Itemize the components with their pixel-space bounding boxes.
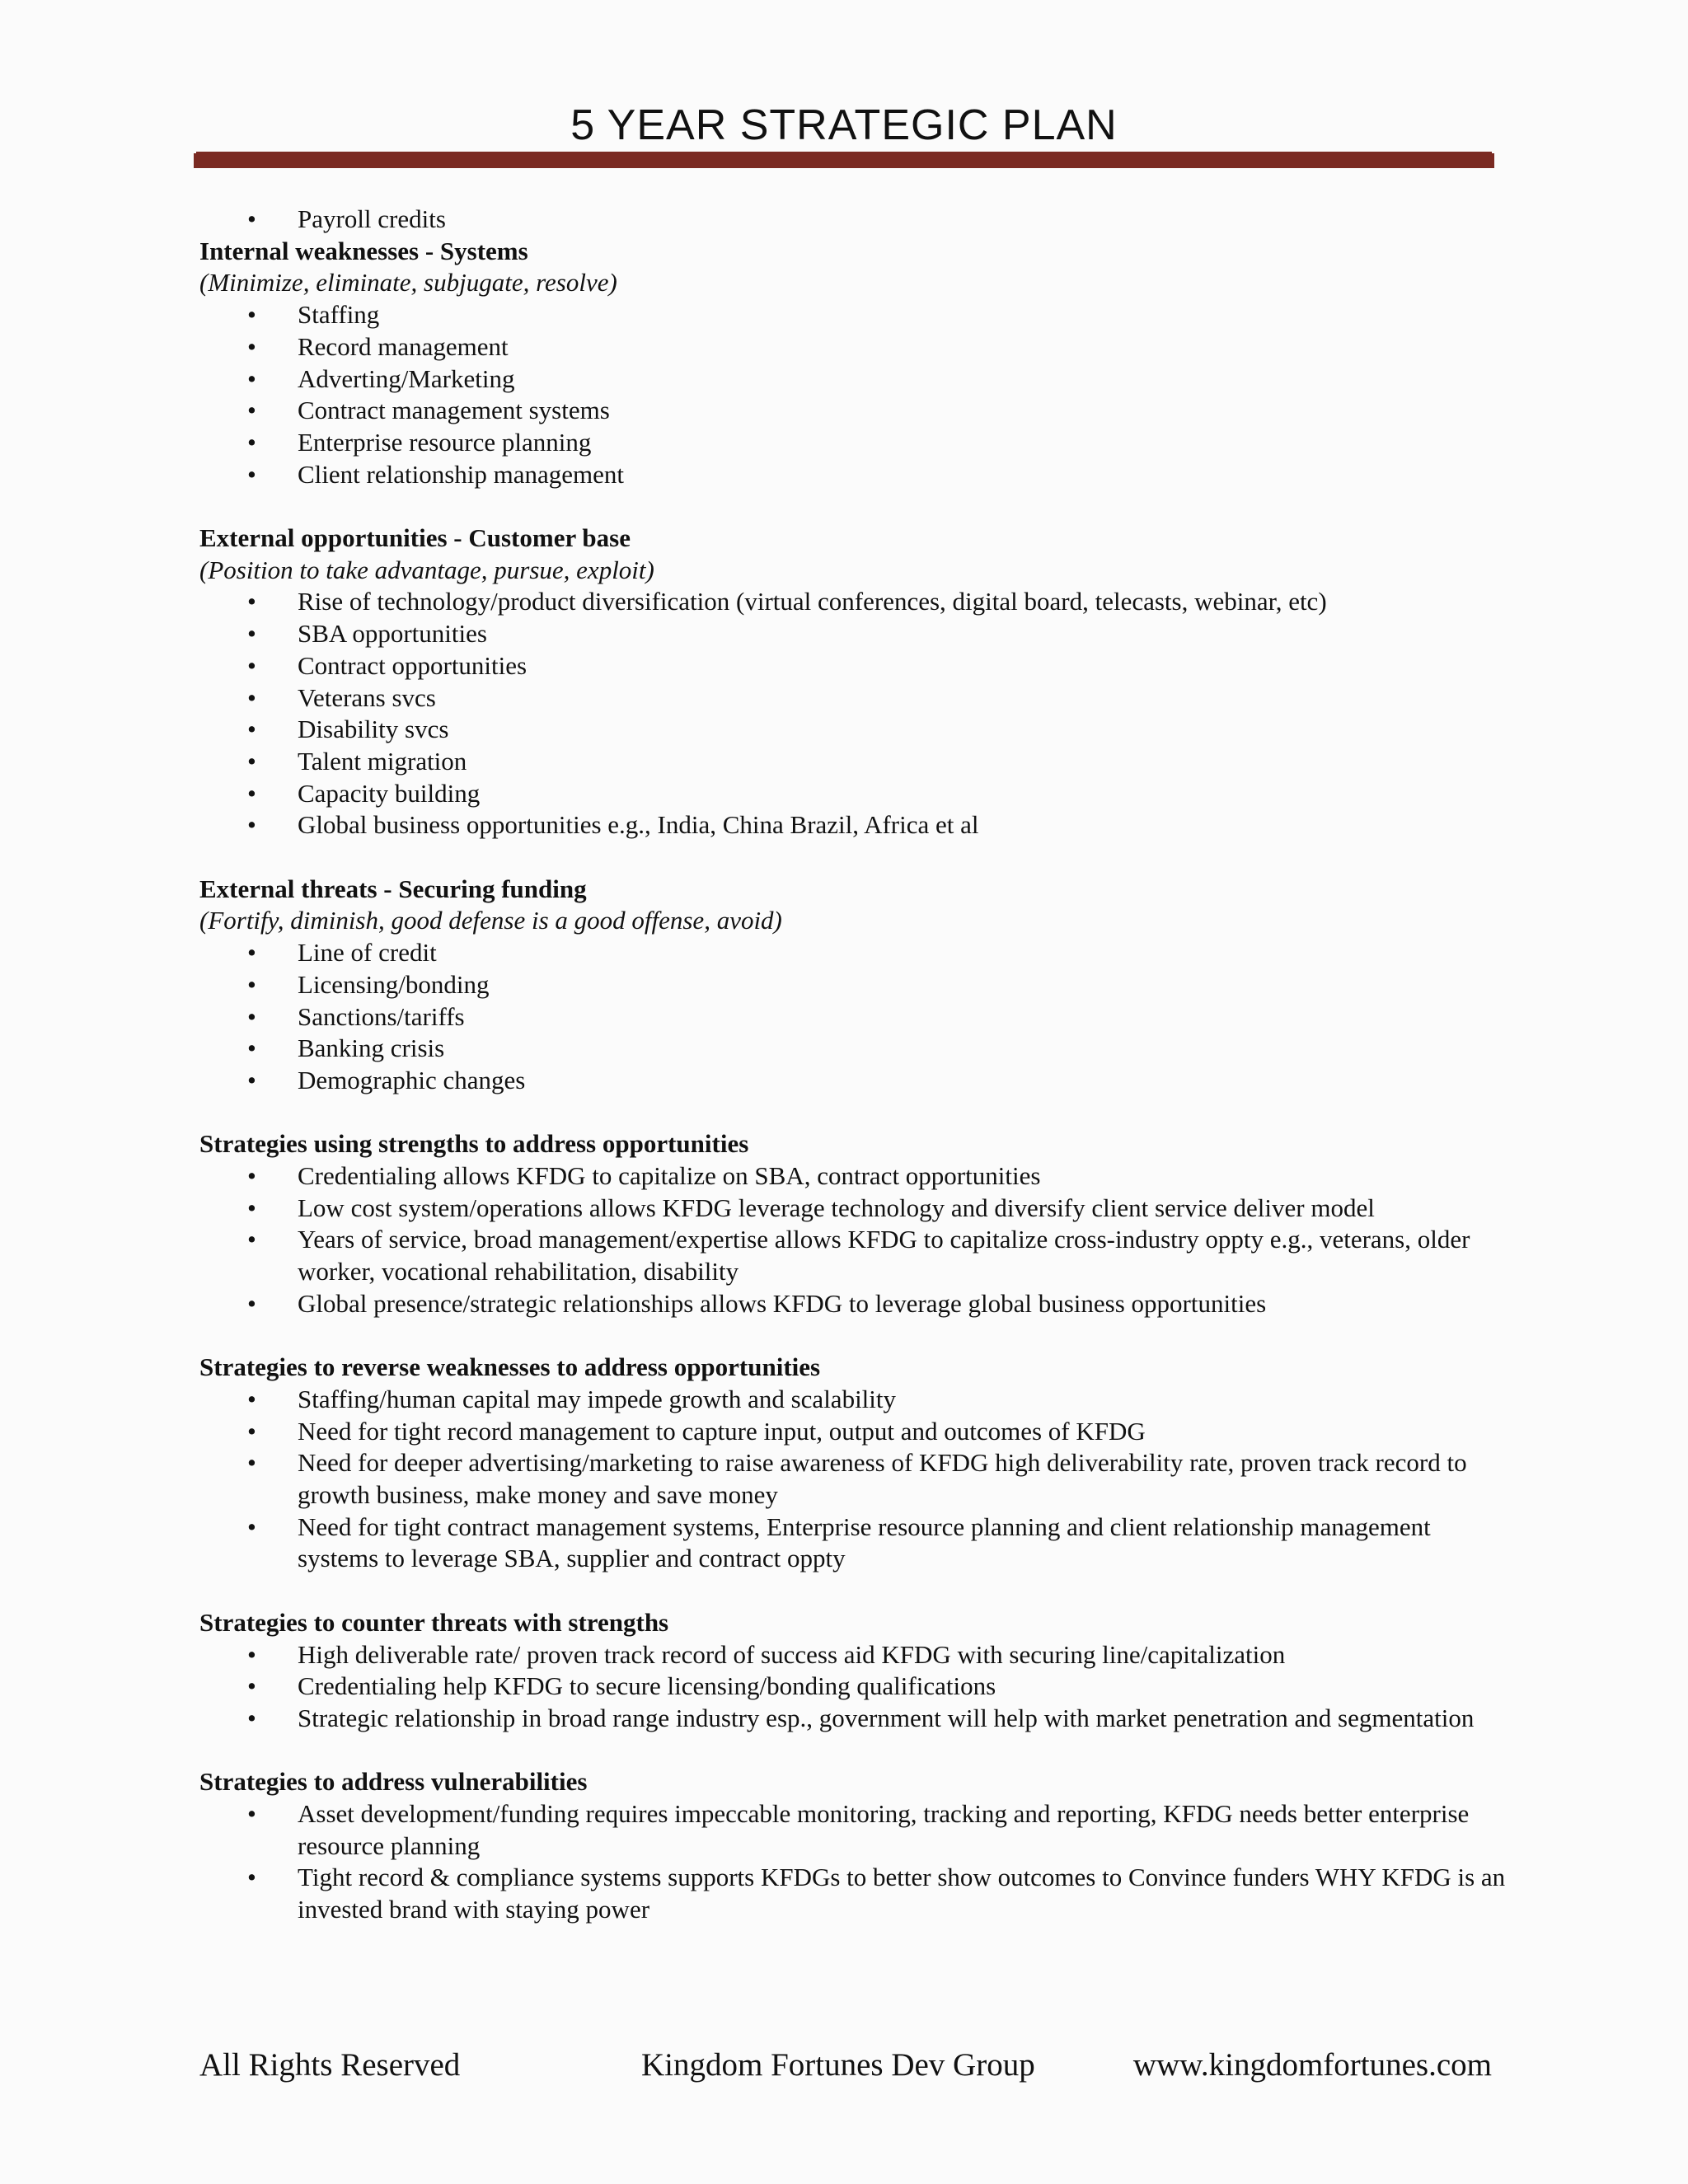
section-heading: External threats - Securing funding	[199, 874, 587, 903]
section-heading: Strategies to address vulnerabilities	[199, 1767, 588, 1797]
bullet-icon: •	[247, 746, 256, 776]
section-heading: Strategies using strengths to address opportunities	[199, 1129, 749, 1159]
list-item-text: Payroll credits	[298, 204, 446, 233]
section	[199, 523, 1510, 841]
bullet-icon: •	[247, 1863, 256, 1892]
bullet-list	[199, 1160, 1510, 1320]
section	[199, 1352, 1510, 1575]
bullet-icon: •	[247, 1511, 256, 1541]
list-item-text: Client relationship management	[298, 459, 625, 489]
list-item	[199, 1384, 1510, 1416]
bullet-icon: •	[247, 650, 256, 680]
list-item	[199, 1288, 1510, 1320]
list-item	[199, 204, 1510, 236]
bullet-icon: •	[247, 331, 256, 361]
list-item-text: Line of credit	[298, 938, 437, 968]
bullet-list	[199, 1384, 1510, 1575]
bullet-icon: •	[247, 1671, 256, 1701]
bullet-icon: •	[247, 1799, 256, 1829]
bullet-icon: •	[247, 363, 256, 393]
list-item-text: Disability svcs	[298, 715, 449, 744]
section-heading: Internal weaknesses - Systems	[199, 236, 528, 265]
list-item-text: Years of service, broad management/expertise allows KFDG to capitalize cross-industry oppty e.g., veterans, older worker, vocational rehabilitation, disability	[298, 1225, 1470, 1286]
list-item-text: Record management	[298, 331, 509, 361]
list-item-text: Sanctions/tariffs	[298, 1001, 465, 1031]
footer-website: www.kingdomfortunes.com	[1132, 2047, 1492, 2083]
page-title: 5 YEAR STRATEGIC PLAN	[570, 101, 1118, 149]
list-item	[199, 1001, 1510, 1033]
list-item	[199, 1224, 1510, 1287]
sections-container	[199, 236, 1510, 1926]
list-item	[199, 1033, 1510, 1065]
bullet-icon: •	[247, 459, 256, 489]
bullet-icon: •	[247, 619, 256, 649]
bullet-icon: •	[247, 810, 256, 840]
list-item	[199, 650, 1510, 682]
list-item	[199, 459, 1510, 491]
list-item-text: Banking crisis	[298, 1033, 445, 1063]
list-item	[199, 1703, 1510, 1735]
bullet-list	[199, 1639, 1510, 1735]
list-item-text: Tight record & compliance systems supports KFDGs to better show outcomes to Convince funders WHY KFDG is an invested brand with staying power	[298, 1863, 1506, 1924]
bullet-icon: •	[247, 1225, 256, 1254]
bullet-icon: •	[247, 1288, 256, 1318]
list-item-text: Need for deeper advertising/marketing to raise awareness of KFDG high deliverability rate, proven track record to growth business, make money and save money	[298, 1448, 1467, 1510]
footer-company: Kingdom Fortunes Dev Group	[641, 2047, 1035, 2083]
list-item	[199, 937, 1510, 969]
list-item	[199, 1065, 1510, 1097]
list-item-text: Need for tight contract management systems, Enterprise resource planning and client relationship management systems to leverage SBA, supplier and contract oppty	[298, 1511, 1431, 1573]
list-item	[199, 746, 1510, 778]
list-item-text: Enterprise resource planning	[298, 427, 592, 457]
bullet-icon: •	[247, 587, 256, 616]
list-item-text: Credentialing help KFDG to secure licensing/bonding qualifications	[298, 1671, 996, 1701]
list-item	[199, 809, 1510, 841]
list-item-text: Veterans svcs	[298, 682, 436, 712]
list-item	[199, 427, 1510, 459]
bullet-icon: •	[247, 1033, 256, 1063]
list-item-text: High deliverable rate/ proven track record of success aid KFDG with securing line/capitalization	[298, 1639, 1286, 1669]
bullet-icon: •	[247, 1703, 256, 1732]
list-item	[199, 969, 1510, 1001]
list-item	[199, 331, 1510, 363]
bullet-icon: •	[247, 1161, 256, 1191]
list-item-text: Capacity building	[298, 778, 481, 808]
title-divider	[194, 154, 1494, 168]
list-item-text: Demographic changes	[298, 1065, 526, 1094]
bullet-icon: •	[247, 682, 256, 712]
list-item-text: Low cost system/operations allows KFDG leverage technology and diversify client service deliver model	[298, 1193, 1375, 1222]
bullet-icon: •	[247, 778, 256, 808]
list-item	[199, 714, 1510, 746]
list-item	[199, 1639, 1510, 1671]
section-heading: External opportunities - Customer base	[199, 523, 631, 553]
list-item	[199, 1193, 1510, 1225]
list-item-text: Global presence/strategic relationships allows KFDG to leverage global business opportunities	[298, 1288, 1267, 1318]
footer-rights: All Rights Reserved	[199, 2047, 461, 2083]
section	[199, 1766, 1510, 1926]
list-item-text: SBA opportunities	[298, 619, 487, 649]
section	[199, 1607, 1510, 1735]
list-item	[199, 618, 1510, 650]
bullet-icon: •	[247, 1384, 256, 1413]
list-item	[199, 1416, 1510, 1448]
list-item-text: Talent migration	[298, 746, 467, 776]
bullet-list	[199, 1798, 1510, 1926]
section-heading: Strategies to reverse weaknesses to address opportunities	[199, 1352, 821, 1382]
section-subheading: (Fortify, diminish, good defense is a good offense, avoid)	[199, 906, 782, 935]
list-item	[199, 778, 1510, 810]
bullet-list	[199, 299, 1510, 490]
bullet-icon: •	[247, 1001, 256, 1031]
bullet-icon: •	[247, 1416, 256, 1446]
section-subheading: (Minimize, eliminate, subjugate, resolve)	[199, 268, 617, 298]
bullet-icon: •	[247, 427, 256, 457]
bullet-list	[199, 586, 1510, 841]
bullet-icon: •	[247, 204, 256, 233]
section	[199, 1128, 1510, 1319]
list-item-text: Staffing	[298, 300, 380, 330]
list-item	[199, 299, 1510, 331]
list-item-text: Contract management systems	[298, 396, 610, 425]
bullet-icon: •	[247, 938, 256, 968]
list-item	[199, 395, 1510, 427]
bullet-icon: •	[247, 300, 256, 330]
list-item	[199, 682, 1510, 715]
list-item-text: Contract opportunities	[298, 650, 528, 680]
section	[199, 874, 1510, 1097]
list-item	[199, 1862, 1510, 1925]
list-item-text: Credentialing allows KFDG to capitalize on SBA, contract opportunities	[298, 1161, 1041, 1191]
bullet-icon: •	[247, 969, 256, 999]
list-item-text: Need for tight record management to capture input, output and outcomes of KFDG	[298, 1416, 1146, 1446]
lead-bullet-list	[199, 204, 1510, 236]
bullet-icon: •	[247, 1448, 256, 1478]
list-item	[199, 1447, 1510, 1511]
list-item-text: Global business opportunities e.g., India, China Brazil, Africa et al	[298, 810, 979, 840]
list-item-text: Strategic relationship in broad range industry esp., government will help with market penetration and segmentation	[298, 1703, 1475, 1732]
document-body	[199, 204, 1510, 1958]
list-item-text: Adverting/Marketing	[298, 363, 515, 393]
bullet-list	[199, 937, 1510, 1097]
list-item-text: Asset development/funding requires impeccable monitoring, tracking and reporting, KFDG needs better enterprise resource planning	[298, 1799, 1470, 1860]
bullet-icon: •	[247, 396, 256, 425]
bullet-icon: •	[247, 715, 256, 744]
section-heading: Strategies to counter threats with strengths	[199, 1607, 669, 1637]
list-item	[199, 363, 1510, 396]
section	[199, 236, 1510, 491]
list-item	[199, 1671, 1510, 1703]
list-item	[199, 1798, 1510, 1862]
section-subheading: (Position to take advantage, pursue, exploit)	[199, 555, 654, 584]
list-item	[199, 586, 1510, 618]
bullet-icon: •	[247, 1639, 256, 1669]
list-item-text: Rise of technology/product diversification (virtual conferences, digital board, telecasts, webinar, etc)	[298, 587, 1327, 616]
list-item	[199, 1160, 1510, 1193]
list-item-text: Licensing/bonding	[298, 969, 490, 999]
list-item-text: Staffing/human capital may impede growth and scalability	[298, 1384, 897, 1413]
bullet-icon: •	[247, 1065, 256, 1094]
list-item	[199, 1511, 1510, 1575]
bullet-icon: •	[247, 1193, 256, 1222]
